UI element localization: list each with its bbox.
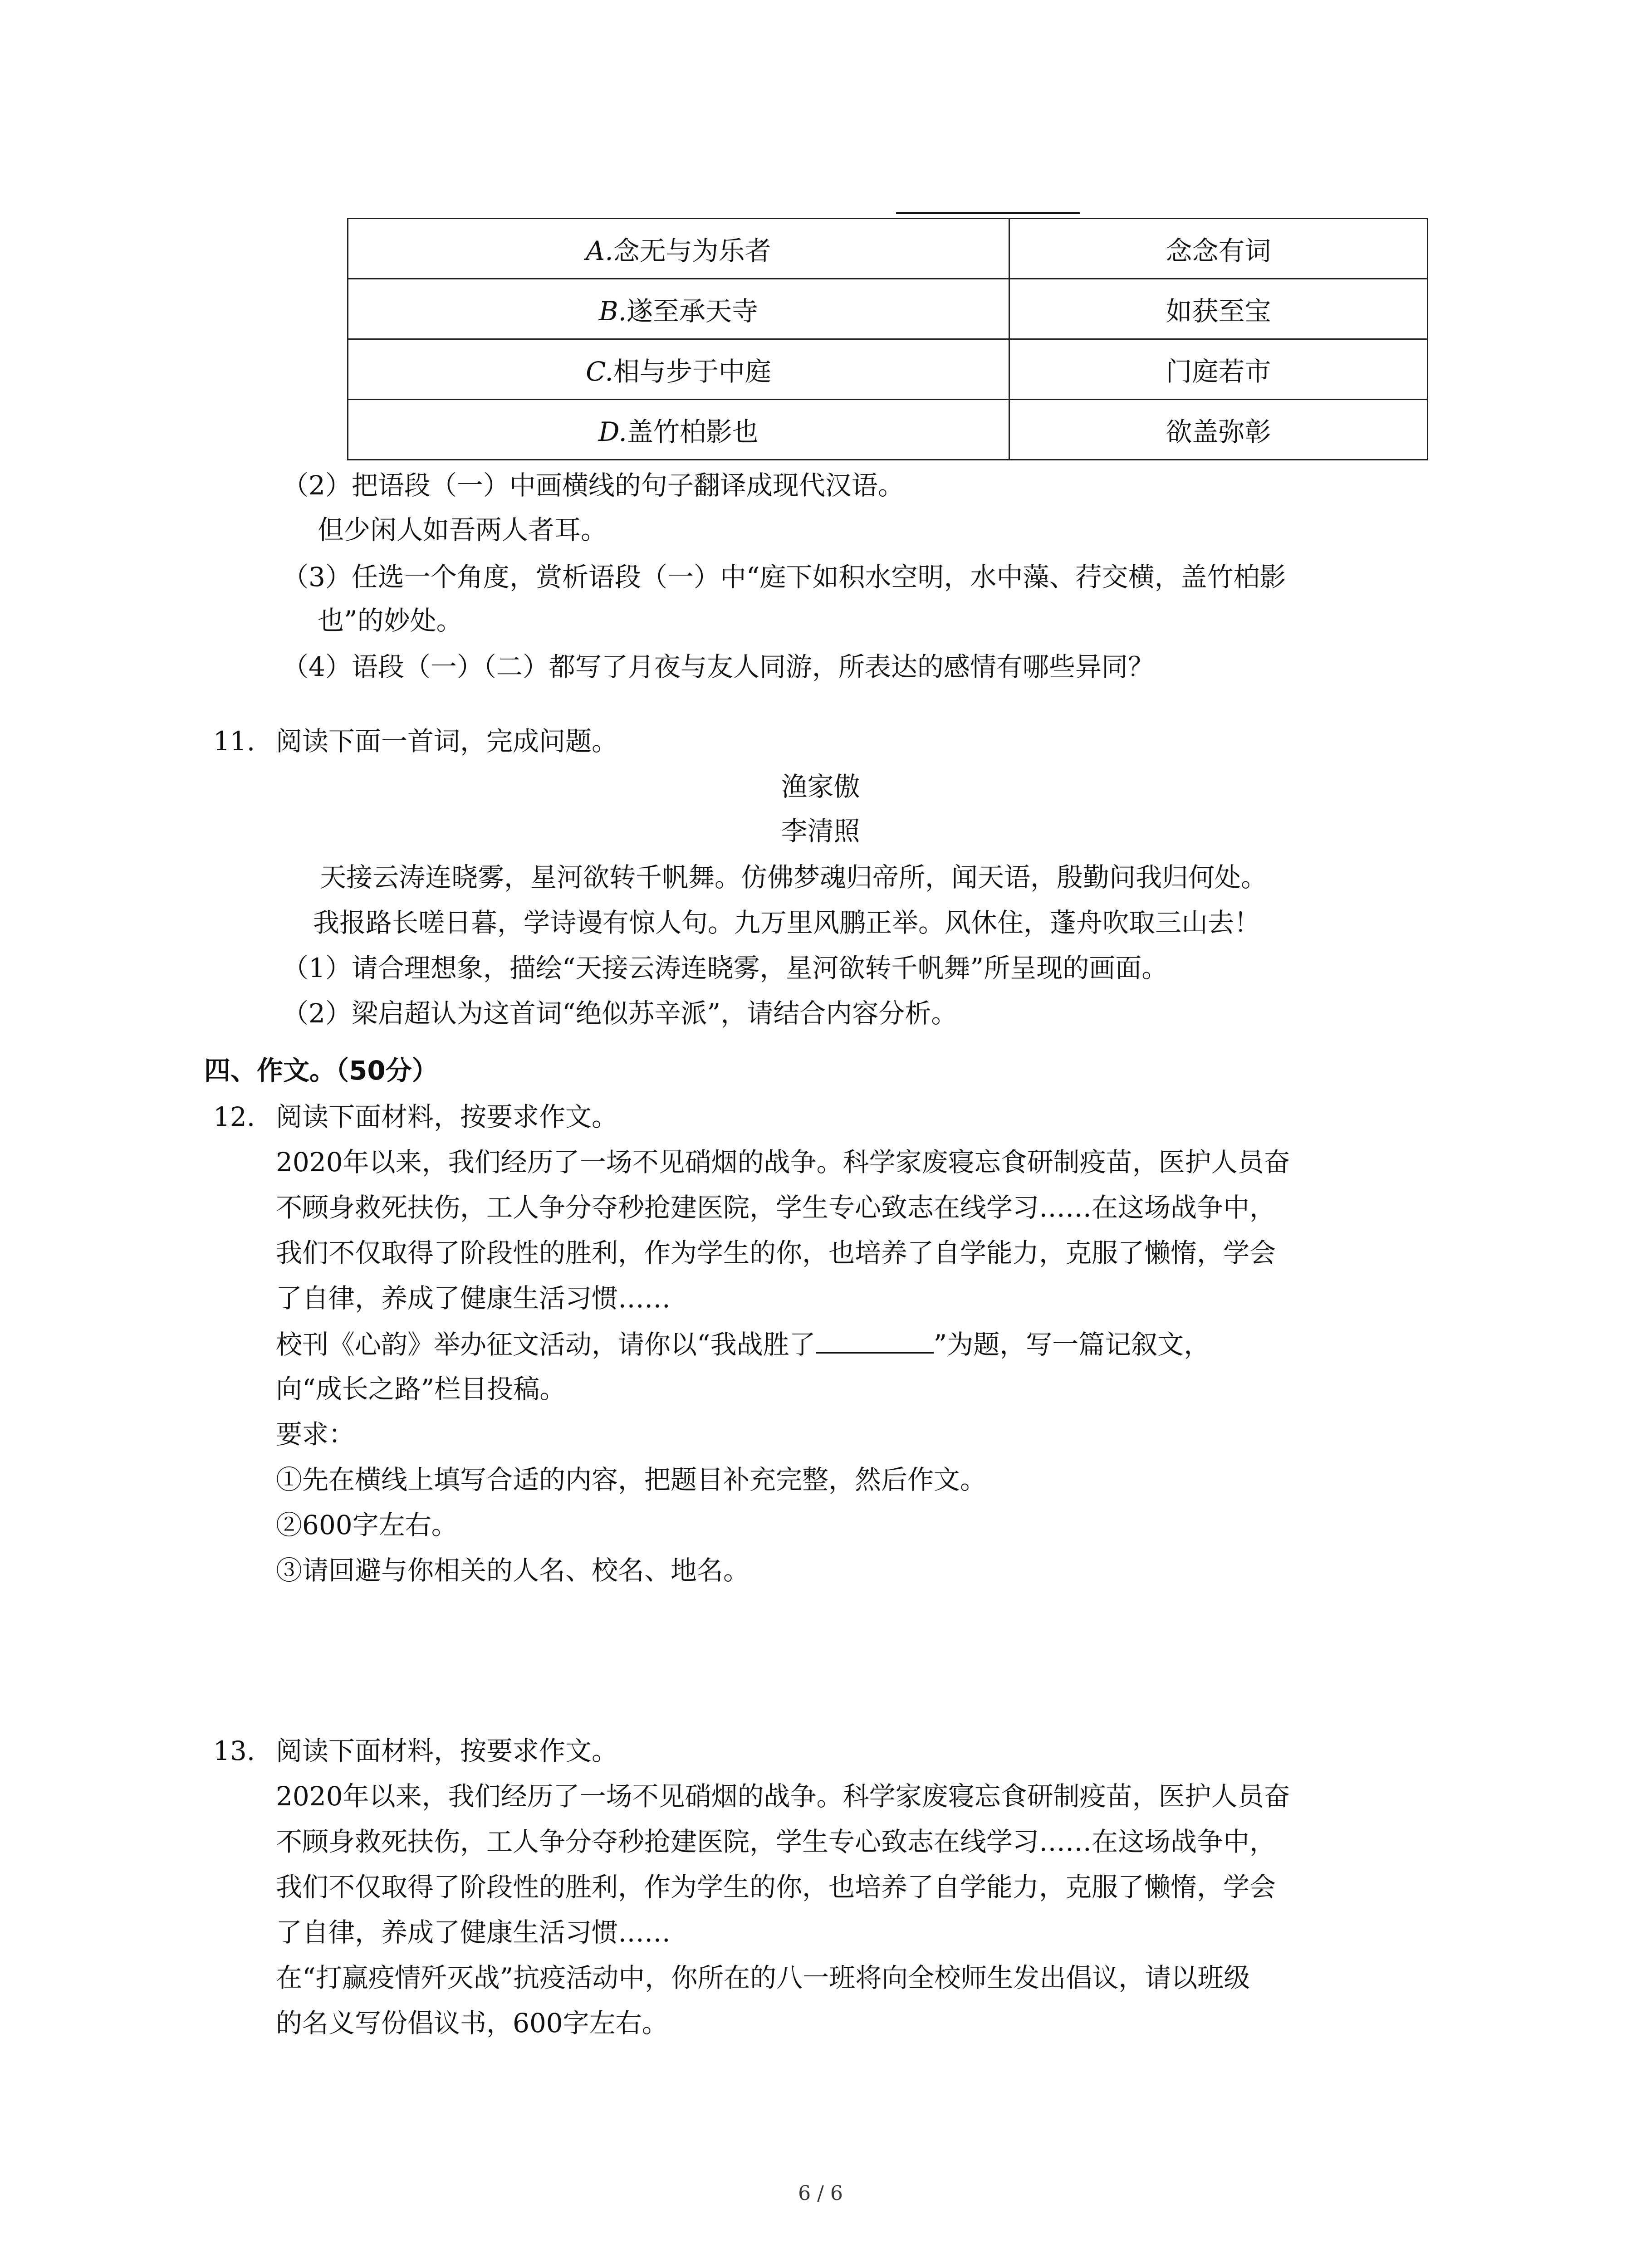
q12-requirement: ③请回避与你相关的人名、校名、地名。 (276, 1555, 750, 1586)
options-table (347, 218, 1428, 460)
table-row (348, 400, 1428, 460)
option-phrase: 盖竹柏影也 (627, 416, 759, 447)
q13-para-line: 2020年以来，我们经历了一场不见硝烟的战争。科学家废寝忘食研制疫苗，医护人员奋 (276, 1781, 1290, 1812)
q12-para-line: 2020年以来，我们经历了一场不见硝烟的战争。科学家废寝忘食研制疫苗，医护人员奋 (276, 1147, 1290, 1178)
page-number: 6 / 6 (798, 2182, 843, 2205)
option-letter: B. (598, 296, 627, 327)
option-letter: A. (586, 235, 613, 266)
poem-line: 天接云涛连晓雾，星河欲转千帆舞。仿佛梦魂归帝所，闻天语，殷勤问我归何处。 (320, 862, 1268, 893)
option-phrase: 相与步于中庭 (613, 356, 771, 387)
q13-para-line: 了自律，养成了健康生活习惯…… (276, 1917, 671, 1948)
option-cell (348, 400, 1009, 460)
q12-para-line: 我们不仅取得了阶段性的胜利，作为学生的你，也培养了自学能力，克服了懒惰，学会 (276, 1237, 1276, 1268)
table-row (348, 219, 1428, 279)
q12-para-line: 了自律，养成了健康生活习惯…… (276, 1283, 671, 1314)
option-cell (348, 339, 1009, 400)
q12-para-line: 不顾身救死扶伤，工人争分夺秒抢建医院，学生专心致志在线学习……在这场战争中， (276, 1192, 1276, 1223)
q12-task-line: 向“成长之路”栏目投稿。 (276, 1374, 566, 1404)
option-letter: C. (586, 356, 613, 387)
poem-author: 李清照 (781, 816, 860, 846)
q10-sub4: （4）语段（一）（二）都写了月夜与友人同游，所表达的感情有哪些异同？ (282, 651, 1154, 682)
idiom-cell: 如获至宝 (1009, 279, 1428, 339)
option-phrase: 遂至承天寺 (627, 296, 759, 327)
blank-underline (896, 212, 1080, 214)
poem-line: 我报路长嗟日暮，学诗谩有惊人句。九万里风鹏正举。风休住，蓬舟吹取三山去！ (313, 907, 1261, 938)
q12-number: 12. (213, 1101, 255, 1132)
q13-number: 13. (213, 1735, 255, 1766)
option-cell (348, 279, 1009, 339)
option-cell (348, 219, 1009, 279)
q12-prompt: 阅读下面材料，按要求作文。 (276, 1101, 618, 1132)
section-heading: 四、作文。（50分） (204, 1055, 438, 1086)
q10-sub2: （2）把语段（一）中画横线的句子翻译成现代汉语。 (282, 470, 904, 501)
q12-requirement: ②600字左右。 (276, 1510, 458, 1540)
poem-title: 渔家傲 (781, 771, 860, 802)
table-row (348, 339, 1428, 400)
idiom-cell: 门庭若市 (1009, 339, 1428, 400)
q12-requirement: ①先在横线上填写合适的内容，把题目补充完整，然后作文。 (276, 1464, 987, 1495)
q13-para-line: 我们不仅取得了阶段性的胜利，作为学生的你，也培养了自学能力，克服了懒惰，学会 (276, 1872, 1276, 1902)
option-letter: D. (598, 416, 627, 447)
q11-prompt: 阅读下面一首词，完成问题。 (276, 726, 618, 757)
q13-para-line: 不顾身救死扶伤，工人争分夺秒抢建医院，学生专心致志在线学习……在这场战争中， (276, 1826, 1276, 1857)
option-phrase: 念无与为乐者 (613, 235, 771, 266)
q12-task-line (276, 1325, 1210, 1363)
title-blank (816, 1325, 934, 1354)
q13-task-line: 在“打赢疫情歼灭战”抗疫活动中，你所在的八一班将向全校师生发出倡议，请以班级 (276, 1962, 1250, 1993)
q11-sub1: （1）请合理想象，描绘“天接云涛连晓雾，星河欲转千帆舞”所呈现的画面。 (282, 953, 1168, 983)
q10-sub2-sentence: 但少闲人如吾两人者耳。 (318, 514, 607, 545)
q10-sub3-line1: （3）任选一个角度，赏析语段（一）中“庭下如积水空明，水中藻、荇交横，盖竹柏影 (282, 562, 1286, 592)
q12-requirements-label: 要求： (276, 1419, 355, 1450)
q13-task-line: 的名义写份倡议书，600字左右。 (276, 2008, 668, 2038)
table-row (348, 279, 1428, 339)
idiom-cell: 欲盖弥彰 (1009, 400, 1428, 460)
q13-prompt: 阅读下面材料，按要求作文。 (276, 1735, 618, 1766)
idiom-cell: 念念有词 (1009, 219, 1428, 279)
q11-number: 11. (213, 726, 255, 757)
q10-sub3-line2: 也”的妙处。 (318, 605, 463, 636)
q12-task-text: 校刊《心韵》举办征文活动，请你以“我战胜了 (276, 1329, 816, 1360)
q11-sub2: （2）梁启超认为这首词“绝似苏辛派”，请结合内容分析。 (282, 998, 958, 1029)
q12-task-text: ”为题，写一篇记叙文， (933, 1329, 1210, 1360)
